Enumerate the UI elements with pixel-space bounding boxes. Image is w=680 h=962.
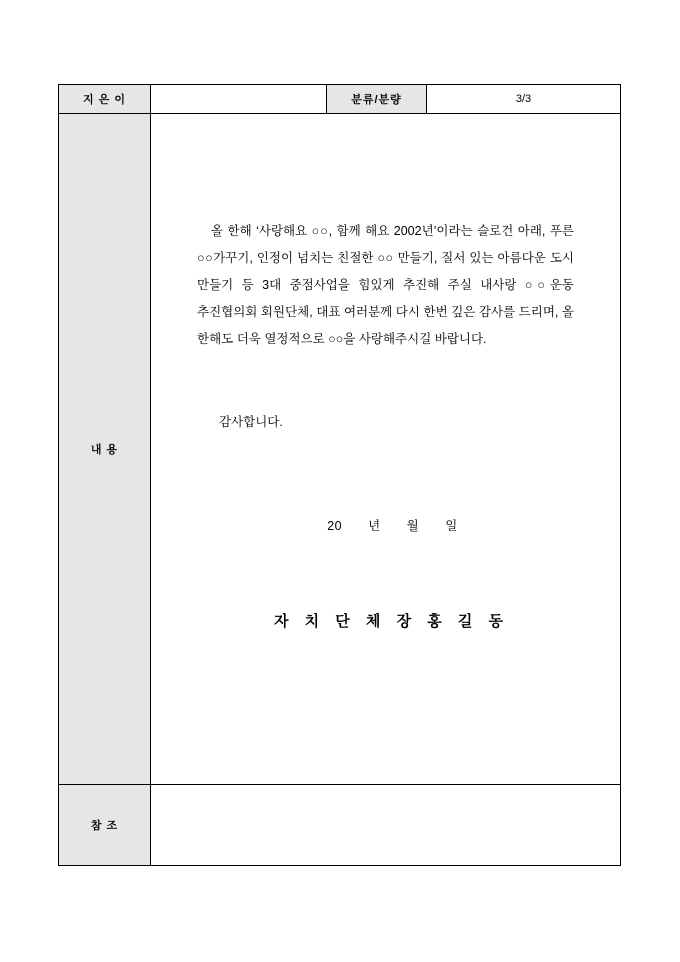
date-year-label: 년 xyxy=(368,519,381,534)
content-cell[interactable] xyxy=(151,114,621,785)
author-label: 지 은 이 xyxy=(59,85,151,114)
table-row-reference xyxy=(59,785,621,866)
content-paragraph: 올 한해 ‘사랑해요 ○○, 함께 해요 2002년’이라는 슬로건 아래, 푸른 ○○가꾸기, 인정이 넘치는 친절한 ○○ 만들기, 질서 있는 아름다운 도시 만들기 등 3대 중점사업을 힘있게 추진해 주실 내사랑 ○○운동 추진협의회 회원단체, 대표 여러분께 다시 한번 깊은 감사를 드리며, 올 한해도 더욱 열정적으로 ○○을 사랑해주시길 바랍니다. xyxy=(197,224,574,346)
table-row-content xyxy=(59,114,621,785)
table-row-author xyxy=(59,85,621,114)
document-table xyxy=(58,84,621,866)
reference-value[interactable] xyxy=(151,785,621,866)
author-value[interactable] xyxy=(151,85,327,114)
date-prefix: 20 xyxy=(327,519,343,534)
reference-label: 참 조 xyxy=(59,785,151,866)
date-day-label: 일 xyxy=(445,519,458,534)
date-month-label: 월 xyxy=(406,519,420,534)
content-label: 내 용 xyxy=(59,114,151,785)
content-signature: 자 치 단 체 장 홍 길 동 xyxy=(273,613,510,631)
content-body xyxy=(151,114,620,784)
classification-label: 분류/분량 xyxy=(327,85,427,114)
classification-value[interactable]: 3/3 xyxy=(427,85,621,114)
content-date-line xyxy=(197,516,574,534)
content-thanks: 감사합니다. xyxy=(219,415,283,430)
